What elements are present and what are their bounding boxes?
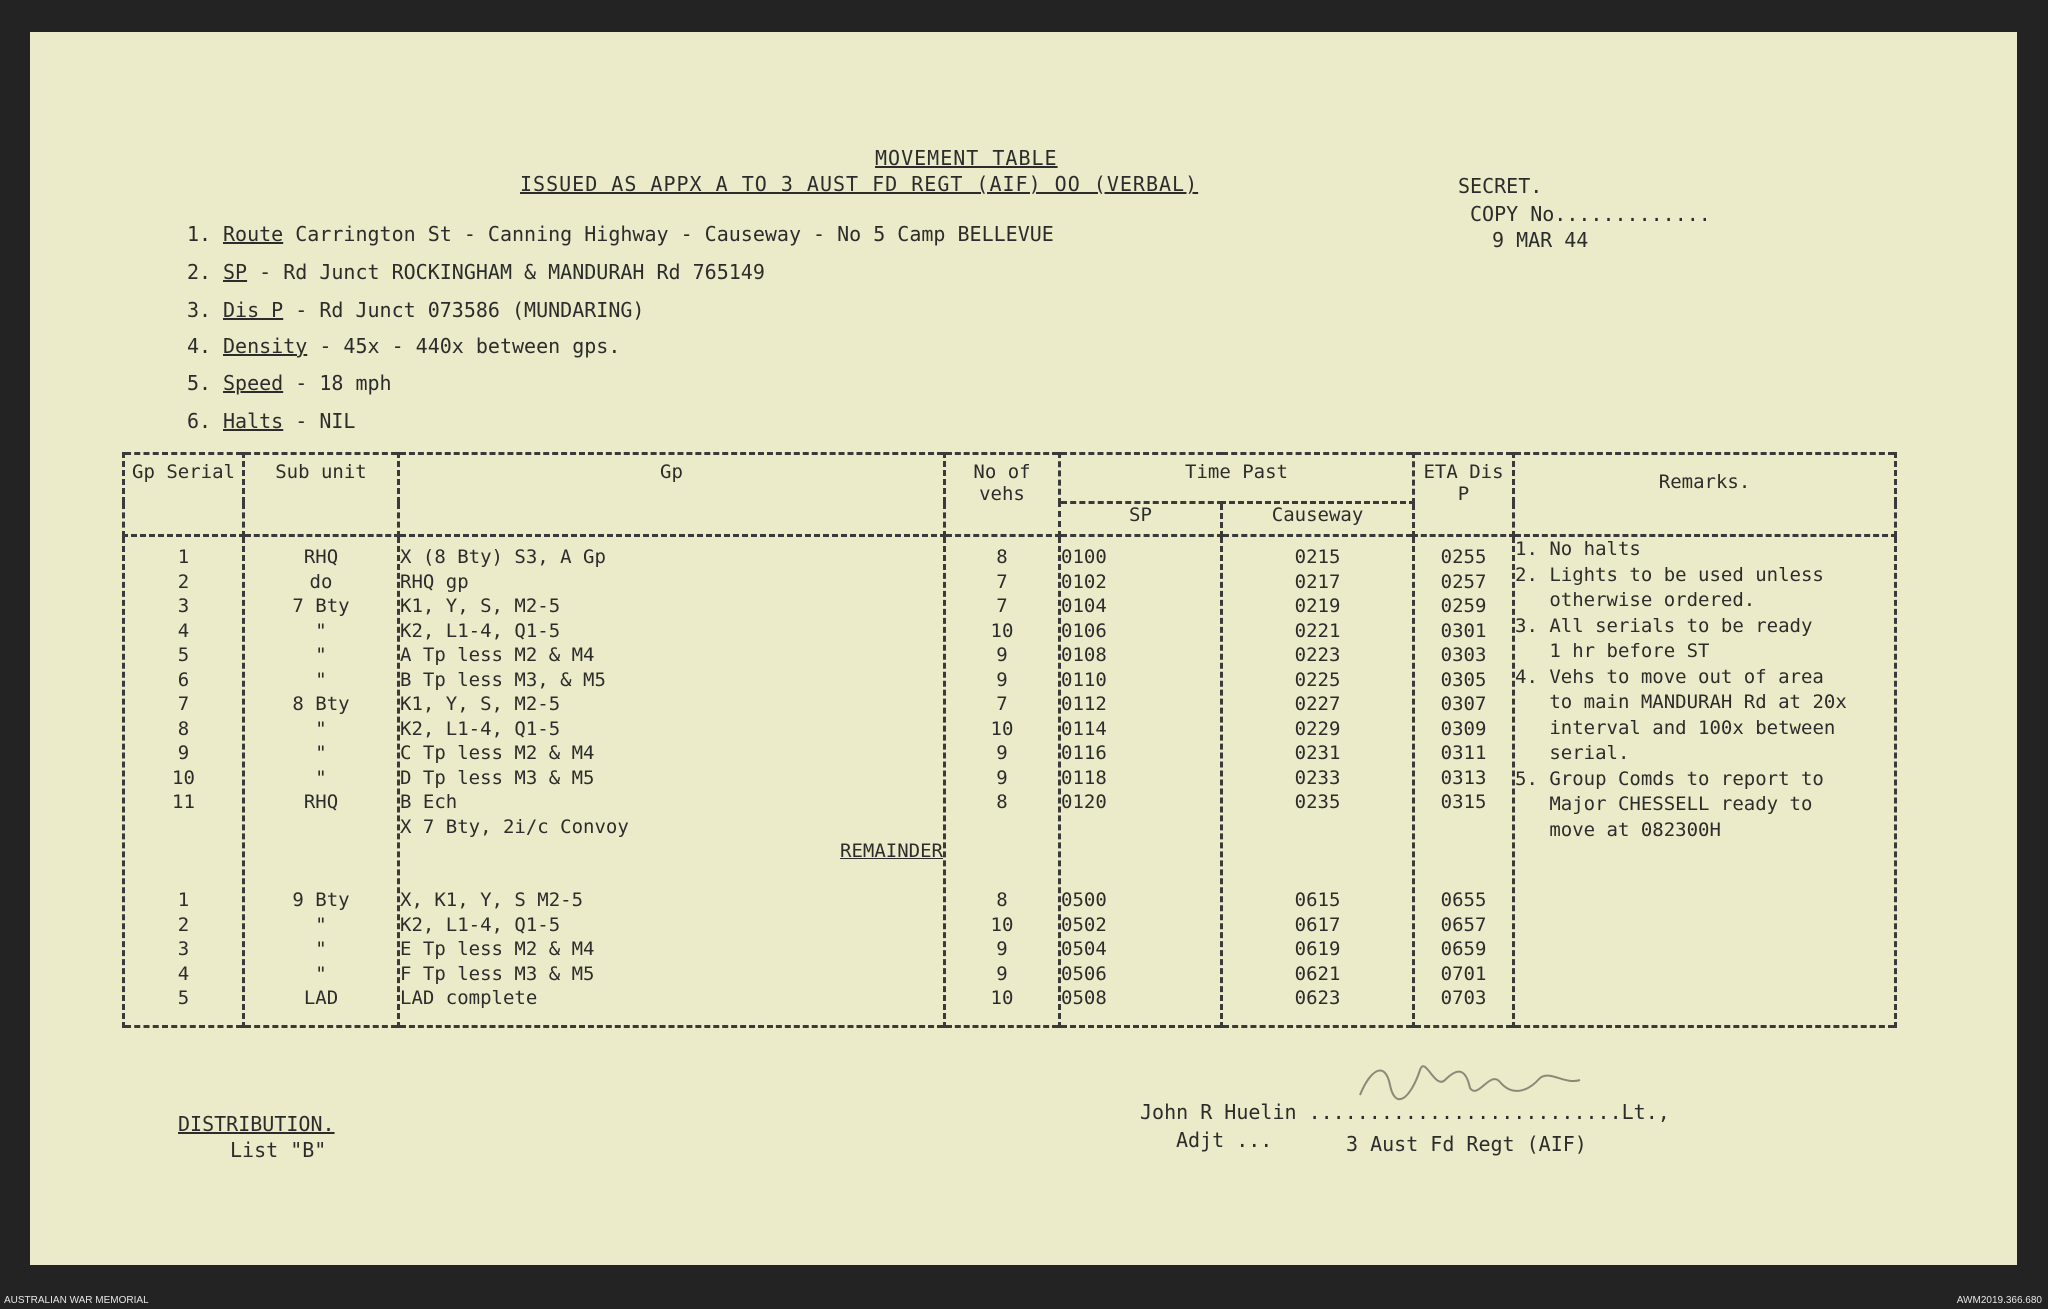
- distribution-list: List "B": [230, 1138, 327, 1162]
- remark-5: 5. Group Comds to report to Major CHESSELL ready to move at 082300H: [1515, 767, 1824, 841]
- credit-right: AWM2019.366.680: [1956, 1295, 2042, 1306]
- copy-number: COPY No.............: [1470, 202, 1711, 226]
- remark-3: 3. All serials to be ready 1 hr before ST: [1515, 614, 1813, 662]
- credit-left: AUSTRALIAN WAR MEMORIAL: [4, 1295, 149, 1306]
- col-remarks: [1514, 536, 1896, 1027]
- col-serial: 1 2 3 4 5 6 7 8 9 10 11 1 2 3 4 5: [124, 536, 244, 1027]
- header-time-past: Time Past: [1060, 454, 1414, 503]
- signatory-line: John R Huelin ..........................Lt.,: [1140, 1100, 1670, 1124]
- signature-scribble: [1350, 1050, 1590, 1110]
- item-route: 1. Route Carrington St - Canning Highway - Causeway - No 5 Camp BELLEVUE: [187, 222, 1054, 246]
- col-no-of-vehs: 8 7 7 10 9 9 7 10 9 9 8 8 10 9 9 10: [945, 536, 1060, 1027]
- remark-4: 4. Vehs to move out of area to main MANDURAH Rd at 20x interval and 100x between serial.: [1515, 665, 1847, 764]
- header-sub-unit: Sub unit: [244, 454, 399, 536]
- distribution-heading: DISTRIBUTION.: [178, 1112, 335, 1136]
- movement-table: [122, 452, 1897, 1028]
- header-gp: Gp: [399, 454, 945, 536]
- col-eta: 0255 0257 0259 0301 0303 0305 0307 0309 0311 0313 0315 0655 0657 0659 0701 0703: [1414, 536, 1514, 1027]
- item-halts: 6. Halts - NIL: [187, 409, 356, 433]
- credit-bar: [0, 1293, 2048, 1309]
- header-causeway: Causeway: [1222, 503, 1414, 536]
- col-gp: X (8 Bty) S3, A Gp RHQ gp K1, Y, S, M2-5 K2, L1-4, Q1-5 A Tp less M2 & M4 B Tp less M3, & M5 K1, Y, S, M2-5 K2, L1-4, Q1-5 C Tp less M2 & M4 D Tp less M3 & M5 B Ech X 7 Bty, 2i/c Convoy REMAINDER X, K1, Y, S M2-5 K2, L1-4, Q1-5 E Tp less M2 & M4 F Tp less M3 & M5 LAD complete: [399, 536, 945, 1027]
- adjt-label: Adjt ...: [1176, 1128, 1273, 1152]
- header-remarks: Remarks.: [1514, 454, 1896, 536]
- col-sub-unit: RHQ do 7 Bty " " " 8 Bty " " " RHQ 9 Bty " " " LAD: [244, 536, 399, 1027]
- remainder-label: REMAINDER: [840, 840, 943, 862]
- col-sp: 0100 0102 0104 0106 0108 0110 0112 0114 0116 0118 0120 0500 0502 0504 0506 0508: [1060, 536, 1222, 1027]
- item-speed: 5. Speed - 18 mph: [187, 371, 392, 395]
- header-serial: Gp Serial: [124, 454, 244, 536]
- unit-label: 3 Aust Fd Regt (AIF): [1346, 1132, 1587, 1156]
- document-title: MOVEMENT TABLE: [875, 146, 1058, 170]
- item-dis-p: 3. Dis P - Rd Junct 073586 (MUNDARING): [187, 298, 645, 322]
- header-eta: ETA Dis P: [1414, 454, 1514, 536]
- item-sp: 2. SP - Rd Junct ROCKINGHAM & MANDURAH Rd 765149: [187, 260, 765, 284]
- header-sp: SP: [1060, 503, 1222, 536]
- header-no-of-vehs: No of vehs: [945, 454, 1060, 536]
- document-subtitle: ISSUED AS APPX A TO 3 AUST FD REGT (AIF) OO (VERBAL): [520, 172, 1199, 196]
- remark-1: 1. No halts: [1515, 538, 1641, 560]
- remark-2: 2. Lights to be used unless otherwise ordered.: [1515, 563, 1824, 611]
- col-causeway: 0215 0217 0219 0221 0223 0225 0227 0229 0231 0233 0235 0615 0617 0619 0621 0623: [1222, 536, 1414, 1027]
- secret-label: SECRET.: [1458, 174, 1543, 198]
- item-density: 4. Density - 45x - 440x between gps.: [187, 334, 621, 358]
- document-page: [30, 32, 2017, 1265]
- document-date: 9 MAR 44: [1492, 228, 1589, 252]
